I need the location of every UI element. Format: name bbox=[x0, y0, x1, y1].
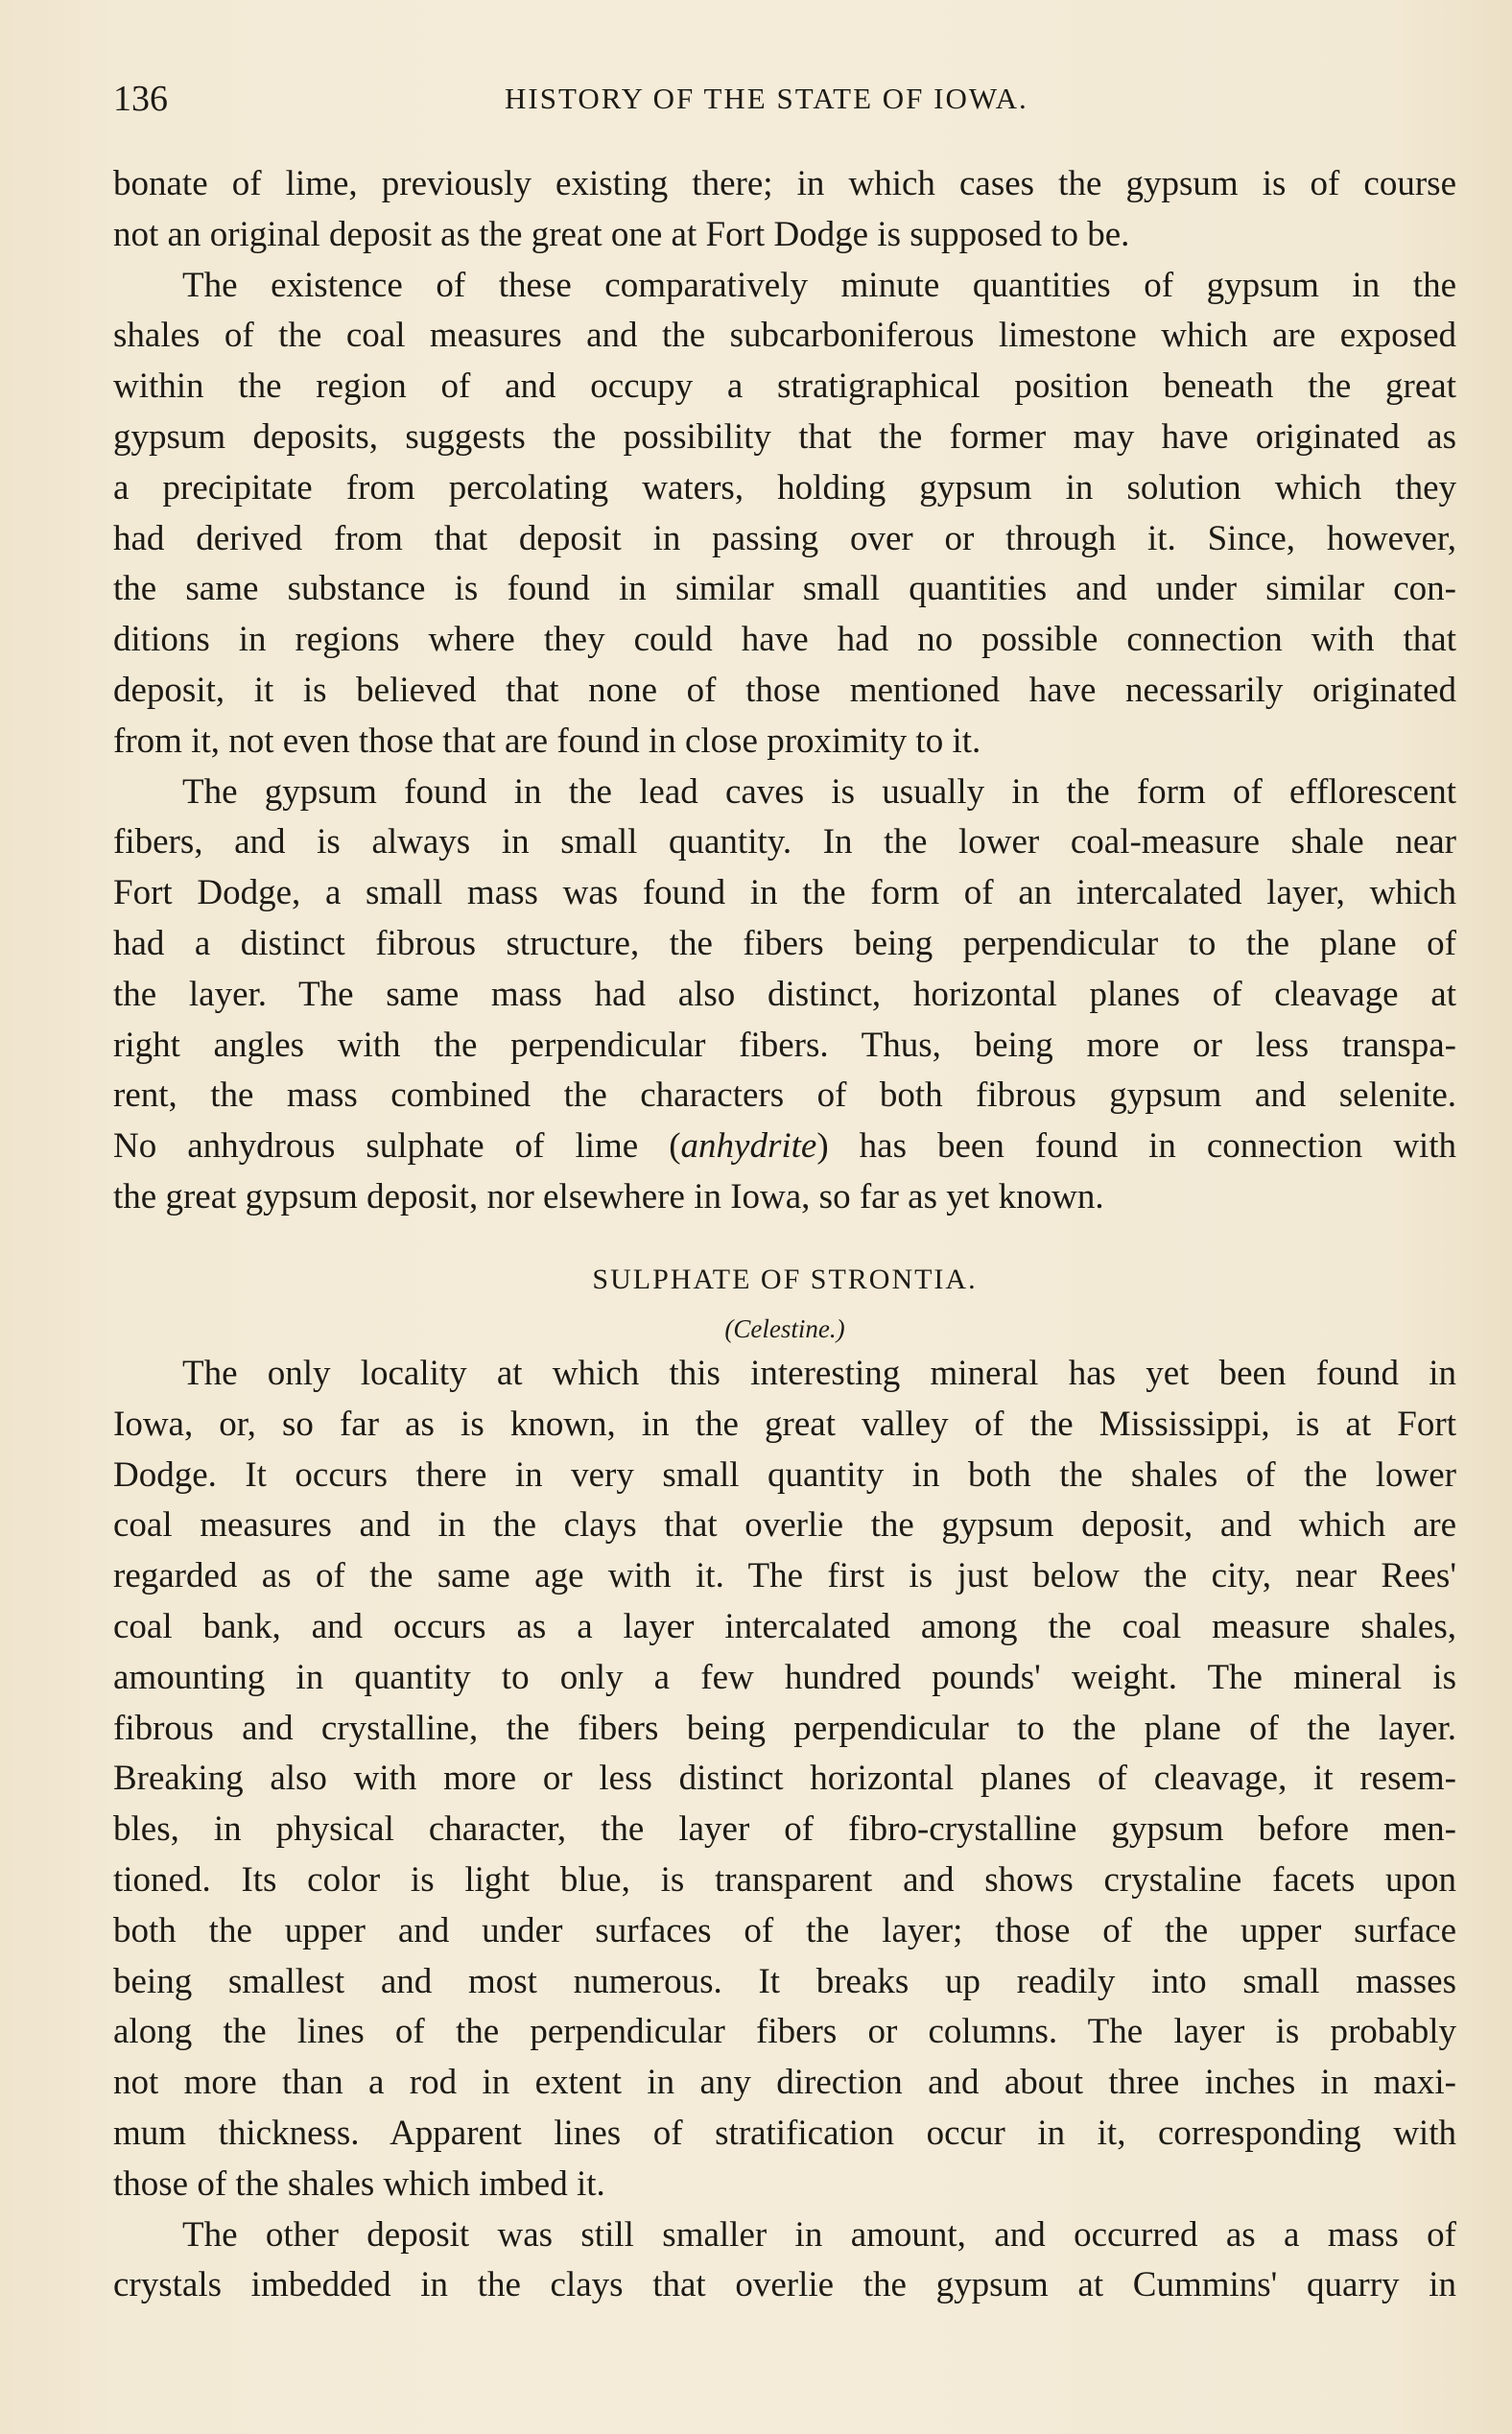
text-line: deposit, it is believed that none of those mentioned have necessarily originated bbox=[113, 670, 1456, 710]
text-line: being smallest and most numerous. It breaks up readily into small masses bbox=[113, 1961, 1456, 2001]
text-line: regarded as of the same age with it. The first is just below the city, near Rees' bbox=[113, 1556, 1456, 1596]
text-line: both the upper and under surfaces of the layer; those of the upper surface bbox=[113, 1910, 1456, 1950]
text-line: shales of the coal measures and the subcarboniferous limestone which are exposed bbox=[113, 316, 1456, 356]
text-line: coal measures and in the clays that overlie the gypsum deposit, and which are bbox=[113, 1505, 1456, 1546]
text-line: The other deposit was still smaller in amount, and occurred as a mass of bbox=[182, 2214, 1456, 2255]
text-line: The gypsum found in the lead caves is usually in the form of efflorescent bbox=[182, 771, 1456, 812]
text-line: Fort Dodge, a small mass was found in the form of an intercalated layer, which bbox=[113, 873, 1456, 913]
text-line: tioned. Its color is light blue, is transparent and shows crystaline facets upon bbox=[113, 1859, 1456, 1900]
text-line: had derived from that deposit in passing over or through it. Since, however, bbox=[113, 518, 1456, 558]
text-line: a precipitate from percolating waters, holding gypsum in solution which they bbox=[113, 467, 1456, 508]
running-title: HISTORY OF THE STATE OF IOWA. bbox=[505, 82, 1028, 115]
text-line: had a distinct fibrous structure, the fibers being perpendicular to the plane of bbox=[113, 923, 1456, 963]
text-line: bles, in physical character, the layer of fibro-crystalline gypsum before men- bbox=[113, 1809, 1456, 1850]
text-line: not an original deposit as the great one at Fort Dodge is supposed to be. bbox=[113, 214, 1130, 254]
text-line: fibrous and crystalline, the fibers being perpendicular to the plane of the layer. bbox=[113, 1708, 1456, 1748]
body-text-celestine bbox=[113, 1349, 1456, 2311]
text-line: the same substance is found in similar small quantities and under similar con- bbox=[113, 569, 1456, 609]
text-line: the layer. The same mass had also distinct, horizontal planes of cleavage at bbox=[113, 974, 1456, 1014]
text-line: from it, not even those that are found in close proximity to it. bbox=[113, 721, 981, 761]
text-line: bonate of lime, previously existing there; in which cases the gypsum is of course bbox=[113, 164, 1456, 203]
text-line: The existence of these comparatively minute quantities of gypsum in the bbox=[182, 265, 1456, 305]
text-line: rent, the mass combined the characters of both fibrous gypsum and selenite. bbox=[113, 1075, 1456, 1116]
anhydrite-term: anhydrite bbox=[680, 1126, 817, 1167]
text-line: mum thickness. Apparent lines of stratification occur in it, corresponding with bbox=[113, 2113, 1456, 2153]
text-line: not more than a rod in extent in any direction and about three inches in maxi- bbox=[113, 2063, 1456, 2103]
text-line: those of the shales which imbed it. bbox=[113, 2163, 605, 2204]
anhydrite-before: No anhydrous sulphate of lime ( bbox=[113, 1126, 681, 1167]
text-line: coal bank, and occurs as a layer intercalated among the coal measure shales, bbox=[113, 1606, 1456, 1646]
text-line: Dodge. It occurs there in very small quantity in both the shales of the lower bbox=[113, 1454, 1456, 1495]
text-line: along the lines of the perpendicular fibers or columns. The layer is probably bbox=[113, 2012, 1456, 2052]
page-number: 136 bbox=[113, 79, 168, 119]
anhydrite-after: ) has been found in connection with bbox=[816, 1126, 1456, 1167]
text-line: gypsum deposits, suggests the possibility that the former may have originated as bbox=[113, 416, 1456, 457]
section-title: SULPHATE OF STRONTIA. bbox=[592, 1264, 978, 1295]
text-line: right angles with the perpendicular fibers. Thus, being more or less transpa- bbox=[113, 1025, 1456, 1065]
text-line: the great gypsum deposit, nor elsewhere in Iowa, so far as yet known. bbox=[113, 1176, 1104, 1217]
section-subtitle: (Celestine.) bbox=[724, 1314, 845, 1343]
text-line: fibers, and is always in small quantity. In the lower coal-measure shale near bbox=[113, 822, 1456, 863]
text-line: amounting in quantity to only a few hundred pounds' weight. The mineral is bbox=[113, 1657, 1456, 1697]
text-line-anhydrite bbox=[113, 1122, 1456, 1172]
text-line: ditions in regions where they could have had no possible connection with that bbox=[113, 620, 1456, 660]
text-line: within the region of and occupy a stratigraphical position beneath the great bbox=[113, 366, 1456, 407]
text-line: Breaking also with more or less distinct horizontal planes of cleavage, it resem- bbox=[113, 1759, 1456, 1799]
text-line: crystals imbedded in the clays that overlie the gypsum at Cummins' quarry in bbox=[113, 2265, 1456, 2305]
text-line: The only locality at which this interesting mineral has yet been found in bbox=[182, 1354, 1456, 1393]
page-header bbox=[113, 75, 1456, 123]
text-line: Iowa, or, so far as is known, in the great valley of the Mississippi, is at Fort bbox=[113, 1404, 1456, 1444]
body-text-gypsum bbox=[113, 159, 1456, 1223]
